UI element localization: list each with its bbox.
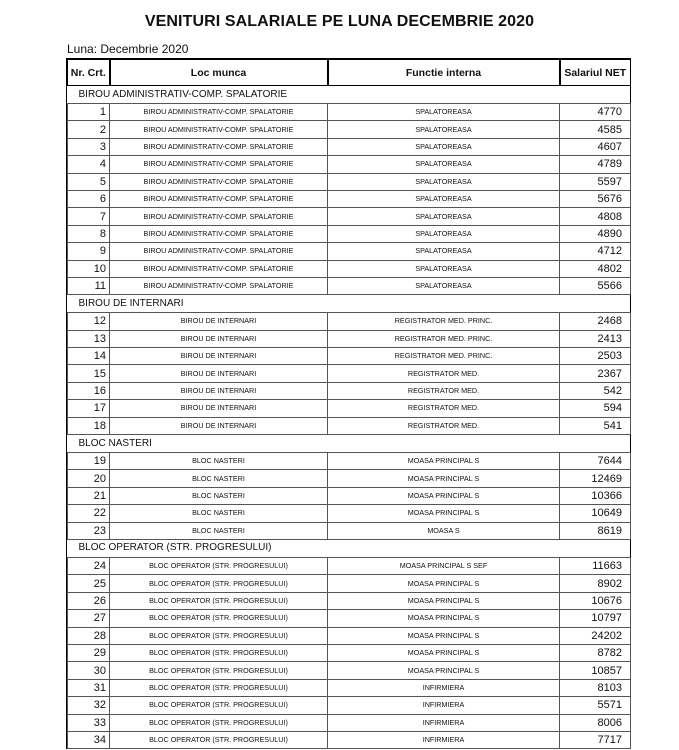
cell-loc-munca: BIROU ADMINISTRATIV-COMP. SPALATORIE [110,138,328,155]
cell-nr: 26 [68,592,110,609]
cell-loc-munca: BLOC OPERATOR (STR. PROGRESULUI) [110,644,328,661]
cell-nr: 23 [68,522,110,539]
cell-loc-munca: BIROU DE INTERNARI [110,417,328,434]
cell-nr: 25 [68,575,110,592]
cell-loc-munca: BLOC NASTERI [110,470,328,487]
cell-functie-interna: SPALATOREASA [328,243,560,260]
salary-value: 4808 [597,210,622,223]
cell-loc-munca: BLOC OPERATOR (STR. PROGRESULUI) [110,610,328,627]
cell-functie-interna: INFIRMIERA [328,697,560,714]
table-row [68,365,631,382]
table-row [68,225,631,242]
cell-functie-interna: MOASA PRINCIPAL S [328,592,560,609]
table-row [68,575,631,592]
cell-nr: 12 [68,313,110,330]
cell-loc-munca: BLOC OPERATOR (STR. PROGRESULUI) [110,714,328,731]
cell-salariul-net [560,365,631,382]
cell-salariul-net [560,417,631,434]
cell-nr: 28 [68,627,110,644]
cell-nr: 10 [68,260,110,277]
cell-loc-munca: BLOC OPERATOR (STR. PROGRESULUI) [110,557,328,574]
cell-loc-munca: BIROU ADMINISTRATIV-COMP. SPALATORIE [110,260,328,277]
cell-salariul-net [560,156,631,173]
header-functie-interna: Functie interna [328,60,560,86]
table-row [68,104,631,121]
cell-functie-interna: INFIRMIERA [328,731,560,748]
salary-value: 10857 [591,664,622,677]
cell-functie-interna: REGISTRATOR MED. [328,365,560,382]
cell-nr: 11 [68,277,110,294]
cell-loc-munca: BIROU ADMINISTRATIV-COMP. SPALATORIE [110,190,328,207]
salary-value: 8619 [597,524,622,537]
salary-value: 10676 [591,594,622,607]
cell-loc-munca: BLOC OPERATOR (STR. PROGRESULUI) [110,731,328,748]
cell-salariul-net [560,697,631,714]
cell-salariul-net [560,225,631,242]
cell-nr: 32 [68,697,110,714]
cell-functie-interna: REGISTRATOR MED. PRINC. [328,330,560,347]
cell-salariul-net [560,348,631,365]
cell-nr: 20 [68,470,110,487]
cell-nr: 9 [68,243,110,260]
table-row [68,348,631,365]
cell-nr: 18 [68,417,110,434]
cell-loc-munca: BLOC OPERATOR (STR. PROGRESULUI) [110,627,328,644]
cell-loc-munca: BIROU DE INTERNARI [110,365,328,382]
salary-value: 2413 [597,332,622,345]
cell-nr: 16 [68,382,110,399]
cell-nr: 6 [68,190,110,207]
table-row [68,697,631,714]
cell-functie-interna: MOASA PRINCIPAL S [328,487,560,504]
salary-value: 4770 [597,106,622,119]
cell-salariul-net [560,382,631,399]
cell-loc-munca: BIROU ADMINISTRATIV-COMP. SPALATORIE [110,104,328,121]
salary-value: 10649 [591,507,622,520]
cell-nr: 14 [68,348,110,365]
salary-value: 10797 [591,612,622,625]
cell-functie-interna: SPALATOREASA [328,156,560,173]
cell-nr: 29 [68,644,110,661]
cell-salariul-net [560,104,631,121]
group-name: BIROU ADMINISTRATIV-COMP. SPALATORIE [68,86,631,104]
table-row [68,610,631,627]
cell-salariul-net [560,453,631,470]
salary-value: 8103 [597,681,622,694]
salary-value: 594 [603,402,622,415]
cell-nr: 33 [68,714,110,731]
cell-loc-munca: BIROU ADMINISTRATIV-COMP. SPALATORIE [110,243,328,260]
group-name: BLOC NASTERI [68,435,631,453]
cell-functie-interna: MOASA PRINCIPAL S [328,470,560,487]
cell-functie-interna: SPALATOREASA [328,190,560,207]
cell-nr: 2 [68,121,110,138]
cell-loc-munca: BIROU ADMINISTRATIV-COMP. SPALATORIE [110,121,328,138]
cell-functie-interna: SPALATOREASA [328,277,560,294]
cell-loc-munca: BIROU DE INTERNARI [110,348,328,365]
cell-salariul-net [560,277,631,294]
table-row [68,277,631,294]
salary-value: 541 [603,419,622,432]
cell-loc-munca: BLOC OPERATOR (STR. PROGRESULUI) [110,592,328,609]
cell-salariul-net [560,557,631,574]
cell-loc-munca: BIROU ADMINISTRATIV-COMP. SPALATORIE [110,225,328,242]
cell-nr: 19 [68,453,110,470]
cell-loc-munca: BIROU DE INTERNARI [110,400,328,417]
cell-functie-interna: MOASA PRINCIPAL S [328,575,560,592]
cell-nr: 15 [68,365,110,382]
cell-nr: 34 [68,731,110,748]
group-row [68,295,631,313]
group-name: BLOC OPERATOR (STR. PROGRESULUI) [68,539,631,557]
cell-functie-interna: INFIRMIERA [328,679,560,696]
cell-loc-munca: BLOC NASTERI [110,487,328,504]
cell-functie-interna: SPALATOREASA [328,208,560,225]
cell-nr: 13 [68,330,110,347]
salary-value: 4607 [597,140,622,153]
month-label: Luna: Decembrie 2020 [67,42,189,56]
table-body [68,86,631,749]
cell-salariul-net [560,121,631,138]
salary-value: 7644 [597,455,622,468]
cell-salariul-net [560,208,631,225]
table-header-row [68,60,631,86]
cell-salariul-net [560,470,631,487]
cell-salariul-net [560,592,631,609]
cell-nr: 5 [68,173,110,190]
cell-loc-munca: BLOC OPERATOR (STR. PROGRESULUI) [110,679,328,696]
cell-functie-interna: SPALATOREASA [328,260,560,277]
cell-nr: 4 [68,156,110,173]
table-row [68,173,631,190]
table-row [68,470,631,487]
cell-salariul-net [560,173,631,190]
salary-value: 2468 [597,315,622,328]
cell-functie-interna: MOASA PRINCIPAL S [328,627,560,644]
cell-loc-munca: BIROU DE INTERNARI [110,313,328,330]
cell-functie-interna: REGISTRATOR MED. PRINC. [328,313,560,330]
table-row [68,156,631,173]
table-row [68,382,631,399]
cell-functie-interna: SPALATOREASA [328,104,560,121]
cell-nr: 27 [68,610,110,627]
cell-functie-interna: REGISTRATOR MED. [328,417,560,434]
page-title: VENITURI SALARIALE PE LUNA DECEMBRIE 2020 [144,13,535,30]
salary-value: 4802 [597,262,622,275]
salary-value: 4712 [597,245,622,258]
cell-functie-interna: INFIRMIERA [328,714,560,731]
cell-functie-interna: SPALATOREASA [328,173,560,190]
table-row [68,627,631,644]
header-loc-munca: Loc munca [110,60,328,86]
cell-functie-interna: MOASA PRINCIPAL S [328,610,560,627]
cell-salariul-net [560,575,631,592]
salary-value: 5571 [597,699,622,712]
cell-salariul-net [560,714,631,731]
table-row [68,592,631,609]
salary-value: 10366 [591,490,622,502]
table-row [68,330,631,347]
table-row [68,417,631,434]
cell-nr: 22 [68,505,110,522]
salary-value: 8006 [597,716,622,729]
cell-functie-interna: MOASA PRINCIPAL S SEF [328,557,560,574]
cell-nr: 17 [68,400,110,417]
table-row [68,121,631,138]
cell-salariul-net [560,679,631,696]
salary-value: 2367 [597,367,622,380]
table-row [68,243,631,260]
cell-functie-interna: REGISTRATOR MED. [328,400,560,417]
salary-value: 542 [603,385,622,398]
header-nr: Nr. Crt. [68,60,110,86]
cell-loc-munca: BIROU ADMINISTRATIV-COMP. SPALATORIE [110,208,328,225]
cell-functie-interna: REGISTRATOR MED. PRINC. [328,348,560,365]
table-row [68,557,631,574]
salary-value: 7717 [597,734,622,747]
salary-value: 4789 [597,158,622,171]
cell-salariul-net [560,644,631,661]
cell-salariul-net [560,662,631,679]
cell-loc-munca: BLOC NASTERI [110,522,328,539]
cell-functie-interna: MOASA PRINCIPAL S [328,662,560,679]
cell-salariul-net [560,138,631,155]
cell-salariul-net [560,330,631,347]
cell-salariul-net [560,243,631,260]
table-row [68,679,631,696]
cell-functie-interna: MOASA S [328,522,560,539]
cell-salariul-net [560,610,631,627]
group-row [68,86,631,104]
salary-value: 5676 [597,193,622,206]
salary-value: 24202 [591,629,622,642]
cell-loc-munca: BLOC OPERATOR (STR. PROGRESULUI) [110,575,328,592]
table-row [68,644,631,661]
table-row [68,522,631,539]
cell-loc-munca: BIROU ADMINISTRATIV-COMP. SPALATORIE [110,277,328,294]
table-row [68,208,631,225]
cell-salariul-net [560,487,631,504]
cell-nr: 24 [68,557,110,574]
salary-value: 4585 [597,123,622,136]
table-row [68,662,631,679]
salary-value: 12469 [591,472,622,485]
cell-nr: 21 [68,487,110,504]
cell-functie-interna: SPALATOREASA [328,138,560,155]
table-row [68,400,631,417]
salary-value: 5566 [597,280,622,293]
cell-loc-munca: BLOC NASTERI [110,505,328,522]
salary-value: 5597 [597,175,622,188]
salary-value: 8902 [597,577,622,590]
header-salariul-net: Salariul NET [560,60,631,86]
group-row [68,435,631,453]
cell-loc-munca: BLOC NASTERI [110,453,328,470]
table-row [68,260,631,277]
cell-loc-munca: BIROU ADMINISTRATIV-COMP. SPALATORIE [110,156,328,173]
cell-loc-munca: BLOC OPERATOR (STR. PROGRESULUI) [110,662,328,679]
cell-nr: 31 [68,679,110,696]
cell-loc-munca: BIROU ADMINISTRATIV-COMP. SPALATORIE [110,173,328,190]
cell-salariul-net [560,400,631,417]
salary-value: 8782 [597,647,622,660]
cell-salariul-net [560,260,631,277]
cell-salariul-net [560,505,631,522]
table-row [68,731,631,748]
cell-nr: 8 [68,225,110,242]
cell-functie-interna: MOASA PRINCIPAL S [328,453,560,470]
cell-functie-interna: SPALATOREASA [328,121,560,138]
cell-salariul-net [560,731,631,748]
cell-functie-interna: SPALATOREASA [328,225,560,242]
table-row [68,714,631,731]
cell-salariul-net [560,313,631,330]
salary-value: 2503 [597,350,622,363]
salary-value: 11663 [592,560,622,573]
cell-functie-interna: REGISTRATOR MED. [328,382,560,399]
cell-nr: 1 [68,104,110,121]
salary-table [67,59,631,749]
table-row [68,505,631,522]
group-name: BIROU DE INTERNARI [68,295,631,313]
cell-nr: 7 [68,208,110,225]
cell-salariul-net [560,190,631,207]
table-row [68,487,631,504]
table-row [68,453,631,470]
cell-nr: 30 [68,662,110,679]
cell-salariul-net [560,522,631,539]
table-row [68,190,631,207]
table-row [68,138,631,155]
salary-value: 4890 [597,227,622,240]
cell-functie-interna: MOASA PRINCIPAL S [328,644,560,661]
cell-salariul-net [560,627,631,644]
table-row [68,313,631,330]
cell-loc-munca: BLOC OPERATOR (STR. PROGRESULUI) [110,697,328,714]
cell-nr: 3 [68,138,110,155]
cell-functie-interna: MOASA PRINCIPAL S [328,505,560,522]
salary-table-container [66,58,631,749]
cell-loc-munca: BIROU DE INTERNARI [110,330,328,347]
group-row [68,539,631,557]
cell-loc-munca: BIROU DE INTERNARI [110,382,328,399]
